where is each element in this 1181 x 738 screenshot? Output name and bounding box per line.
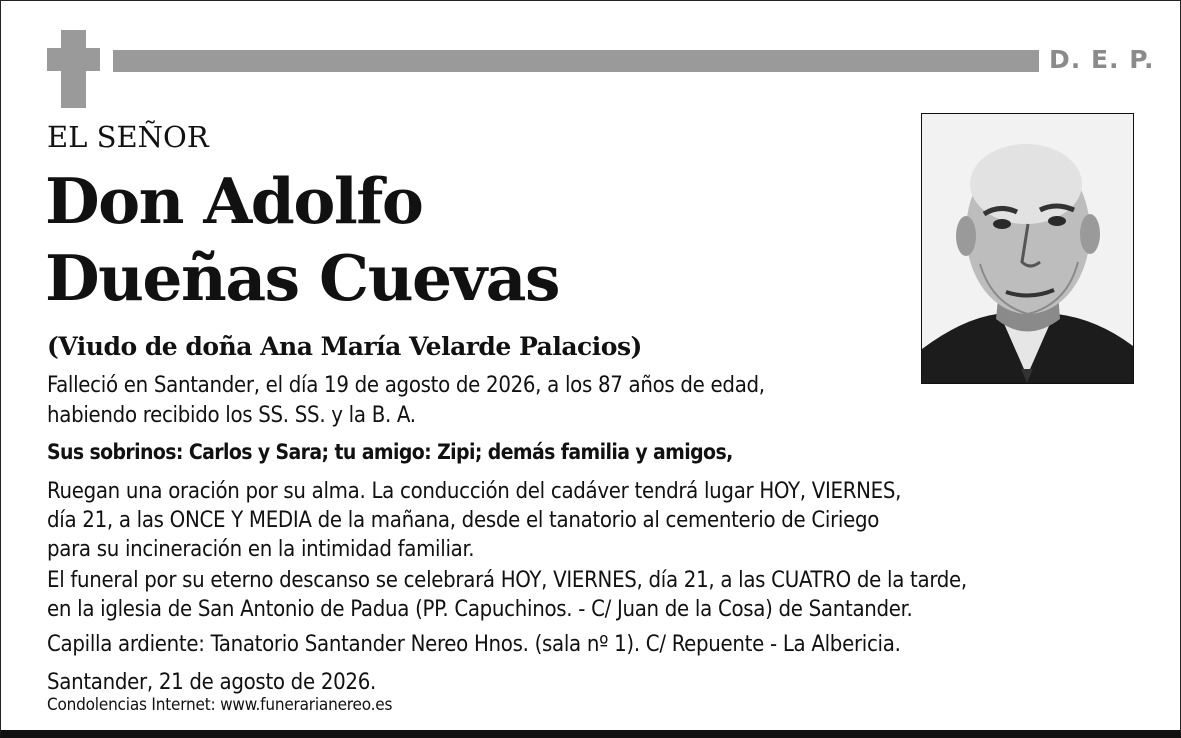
funeral-line-1: El funeral por su eterno descanso se celebrará HOY, VIERNES, día 21, a las CUATRO de la tarde,: [47, 568, 967, 593]
death-notice-line-2: habiendo recibido los SS. SS. y la B. A.: [47, 403, 416, 428]
cross-icon-bar: [47, 48, 100, 71]
place-date: Santander, 21 de agosto de 2026.: [47, 670, 376, 695]
title-label: EL SEÑOR: [47, 120, 209, 154]
dep-label: D. E. P.: [1049, 45, 1155, 74]
widower-note: (Viudo de doña Ana María Velarde Palacios): [47, 332, 642, 361]
family-line: Sus sobrinos: Carlos y Sara; tu amigo: Zipi; demás familia y amigos,: [47, 440, 733, 464]
funeral-line-2: en la iglesia de San Antonio de Padua (PP. Capuchinos. - C/ Juan de la Cosa) de Santander.: [47, 597, 913, 622]
portrait-icon: [922, 114, 1133, 383]
portrait-photo: [921, 113, 1134, 384]
header-bar: [113, 50, 1039, 72]
condolences-line: Condolencias Internet: www.funerarianereo.es: [47, 695, 393, 715]
prayer-line-2: día 21, a las ONCE Y MEDIA de la mañana, desde el tanatorio al cementerio de Ciriego: [47, 508, 880, 533]
prayer-line-1: Ruegan una oración por su alma. La conducción del cadáver tendrá lugar HOY, VIERNES,: [47, 479, 902, 504]
prayer-line-3: para su incineración en la intimidad familiar.: [47, 537, 475, 562]
chapel-line: Capilla ardiente: Tanatorio Santander Nereo Hnos. (sala nº 1). C/ Repuente - La Albericia.: [47, 632, 901, 657]
death-notice-line-1: Falleció en Santander, el día 19 de agosto de 2026, a los 87 años de edad,: [47, 373, 765, 398]
name-line-1: Don Adolfo: [45, 164, 423, 238]
name-line-2: Dueñas Cuevas: [45, 241, 559, 315]
